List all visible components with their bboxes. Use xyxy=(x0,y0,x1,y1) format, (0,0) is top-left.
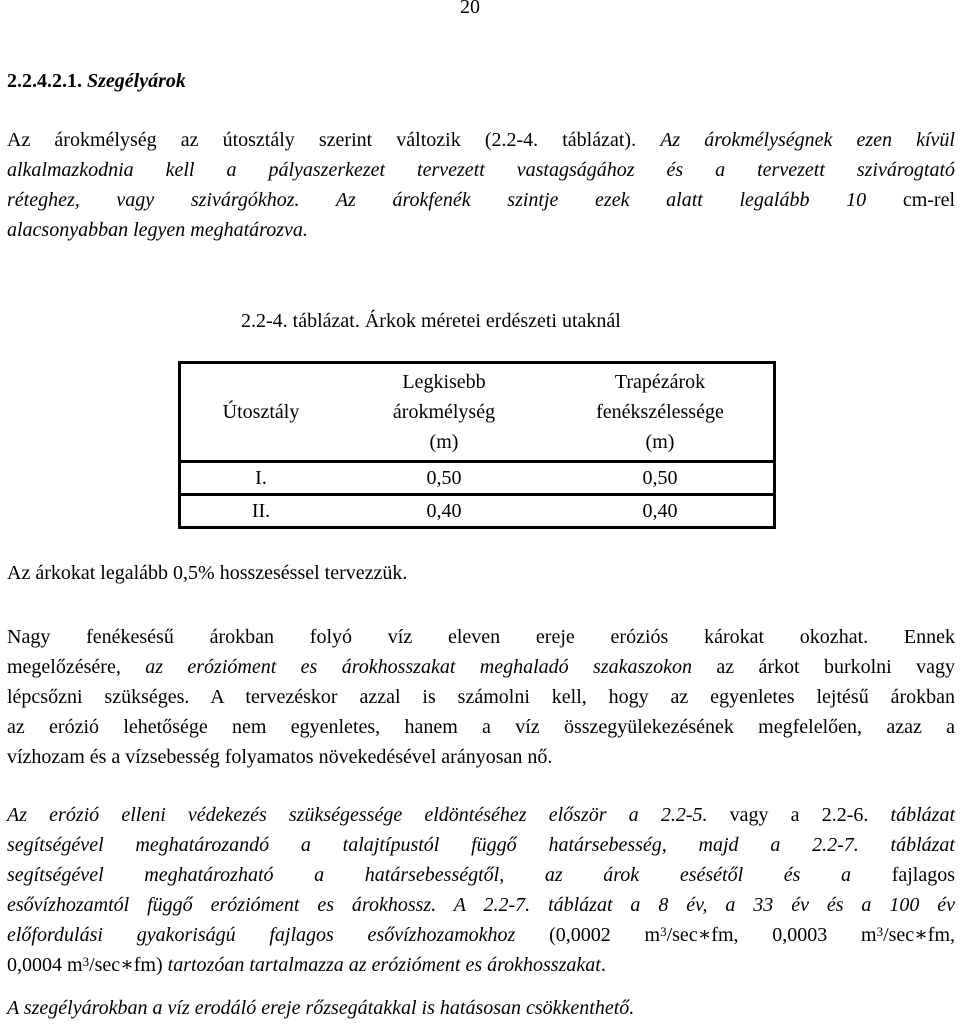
paragraph-3 xyxy=(7,800,955,980)
table-caption: 2.2-4. táblázat. Árkok méretei erdészeti utaknál xyxy=(241,310,621,332)
para1-text: Az árokmélység az útosztály szerint változik (2.2-4. táblázat). xyxy=(7,129,637,151)
ditch-dimensions-table xyxy=(178,361,776,529)
paragraph-1 xyxy=(7,125,955,245)
section-title: Szegélyárok xyxy=(87,70,186,92)
cell-depth: 0,50 xyxy=(426,467,462,489)
header-line: (m) xyxy=(645,431,675,453)
para1-unit: cm xyxy=(902,189,928,211)
header-bottom-width xyxy=(547,363,775,462)
para1-line: alacsonyabban legyen meghatározva. xyxy=(7,219,308,241)
para3-italic: előfordulási gyakoriságú fajlagos esővízhozamokhoz xyxy=(7,924,550,946)
para3-italic: segítségével meghatározható a határsebességtől, az árok esésétől és a xyxy=(7,864,892,886)
paragraph-2 xyxy=(7,622,955,772)
section-number: 2.2.4.2.1. xyxy=(7,70,82,92)
header-min-depth xyxy=(341,363,547,462)
header-line: Legkisebb xyxy=(402,371,486,393)
final-line: A szegélyárokban a víz erodáló ereje rőzsegátakkal is hatásosan csökkenthető. xyxy=(7,997,635,1019)
para3-text: /sec∗fm, xyxy=(883,924,955,946)
header-line: fenékszélessége xyxy=(596,401,724,423)
header-line: Trapézárok xyxy=(614,371,706,393)
para3-text: /sec∗fm) xyxy=(89,954,168,976)
para1-italic: réteghez, vagy szivárgókhoz. Az árokfenék szintje ezek alatt legalább 10 xyxy=(7,189,867,211)
header-line: (m) xyxy=(429,431,459,453)
para2-line: Nagy fenékesésű árokban folyó víz eleven ereje eróziós károkat okozhat. Ennek xyxy=(7,626,955,648)
final-sentence xyxy=(7,993,955,1023)
slope-note: Az árkokat legalább 0,5% hosszeséssel tervezzük. xyxy=(7,562,408,584)
para2-line: vízhozam és a vízsebesség folyamatos növekedésével arányosan nő. xyxy=(7,746,553,768)
para3-italic: Az erózió elleni védekezés szükségessége eldöntéséhez először a 2.2-5. xyxy=(7,804,708,826)
table-row xyxy=(180,462,775,495)
para3-text: fajlagos xyxy=(891,864,955,886)
para1-italic: Az árokmélységnek ezen kívül xyxy=(660,129,955,151)
section-heading xyxy=(7,70,186,93)
superscript: 3 xyxy=(876,924,884,939)
superscript: 3 xyxy=(82,954,90,969)
para1-line: alkalmazkodnia kell a pályaszerkezet tervezett vastagságához és a tervezett szivárogtató xyxy=(7,159,955,181)
cell-depth: 0,40 xyxy=(426,500,462,522)
cell-width: 0,50 xyxy=(642,467,678,489)
cell-width: 0,40 xyxy=(642,500,678,522)
para3-text: vagy a 2.2-6. xyxy=(707,804,891,826)
para2-line: lépcsőzni szükséges. A tervezéskor azzal is számolni kell, hogy az egyenletes lejtésű árokban xyxy=(7,686,955,708)
para3-line: segítségével meghatározandó a talajtípustól függő határsebesség, majd a 2.2-7. táblázat xyxy=(7,834,955,856)
para2-line: az erózió lehetősége nem egyenletes, hanem a víz összegyülekezésének megfelelően, azaz a xyxy=(7,716,955,738)
header-road-class: Útosztály xyxy=(222,401,300,423)
para2-text: az árkot burkolni vagy xyxy=(691,656,956,678)
page-number: 20 xyxy=(460,0,480,18)
para3-italic: táblázat xyxy=(890,804,955,826)
para2-italic: az erózióment es árokhosszakat meghaladó szakaszokon xyxy=(145,656,692,678)
table-row xyxy=(180,495,775,528)
para3-text: . xyxy=(600,954,606,976)
cell-class: II. xyxy=(251,500,271,522)
para3-text: /sec∗fm, 0,0003 m xyxy=(666,924,877,946)
para3-italic: tartozóan tartalmazza az erózióment es árokhosszakat xyxy=(167,954,601,976)
para3-text: (0,0002 m xyxy=(549,924,661,946)
para3-line: esővízhozamtól függő erózióment es árokhossz. A 2.2-7. táblázat a 8 év, a 33 év és a 100 év xyxy=(7,894,955,916)
para1-suffix: -rel xyxy=(927,189,956,211)
header-line: árokmélység xyxy=(392,401,496,423)
superscript: 3 xyxy=(660,924,667,939)
para3-text: 0,0004 m xyxy=(7,954,83,976)
para2-text: megelőzésére, xyxy=(7,656,146,678)
cell-class: I. xyxy=(255,467,267,489)
